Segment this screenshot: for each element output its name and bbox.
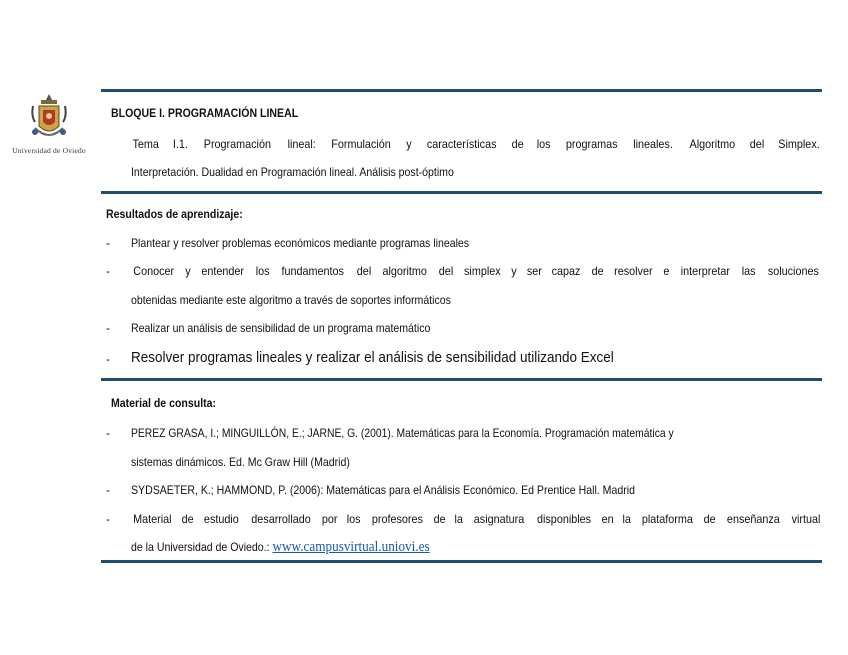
bullet-dash: - (106, 426, 110, 440)
bullet-dash: - (106, 321, 110, 335)
word: y (511, 264, 517, 278)
material-heading: Material de consulta: (111, 396, 217, 410)
divider (101, 191, 822, 194)
word: la (622, 512, 632, 526)
result-item: Resolver programas lineales y realizar el análisis de sensibilidad utilizando Excel (131, 350, 614, 366)
tema-line-1 (131, 137, 822, 151)
word: simplex (464, 264, 501, 278)
word: lineal: (287, 137, 316, 151)
divider (101, 89, 822, 92)
coat-of-arms-icon (27, 92, 71, 144)
word: capaz (552, 264, 581, 278)
result-item (131, 264, 822, 278)
word: enseñanza (726, 512, 780, 526)
word: de (703, 512, 716, 526)
word: de (591, 264, 604, 278)
word: I.1. (172, 137, 188, 151)
word: disponibles (537, 512, 592, 526)
word: del (749, 137, 764, 151)
word: y (405, 137, 412, 151)
bullet-dash: - (106, 483, 110, 497)
word: Tema (132, 137, 159, 151)
result-item-continued: obtenidas mediante este algoritmo a través de soportes informáticos (131, 293, 451, 307)
word: lineales. (633, 137, 674, 151)
bullet-dash: - (106, 264, 110, 278)
word: en (602, 512, 615, 526)
result-item: Realizar un análisis de sensibilidad de un programa matemático (131, 321, 431, 335)
word: de (181, 512, 194, 526)
word: características (426, 137, 497, 151)
word: programas (565, 137, 618, 151)
tema-line-2: Interpretación. Dualidad en Programación lineal. Análisis post-óptimo (131, 165, 454, 179)
material-item-continued (131, 540, 430, 554)
word: del (356, 264, 372, 278)
word: Conocer (133, 264, 175, 278)
bullet-dash: - (106, 236, 110, 250)
word: los (536, 137, 551, 151)
material-item (131, 512, 822, 526)
word: interpretar (681, 264, 731, 278)
divider (101, 560, 822, 563)
word: estudio (203, 512, 239, 526)
block-title: BLOQUE I. PROGRAMACIÓN LINEAL (111, 106, 299, 120)
material-item: PEREZ GRASA, I.; MINGUILLÓN, E.; JARNE, G. (2001). Matemáticas para la Economía. Programación matemática y (131, 426, 674, 440)
material-item-continued: sistemas dinámicos. Ed. Mc Graw Hill (Madrid) (131, 455, 350, 469)
word: la (454, 512, 463, 526)
word: y (184, 264, 191, 278)
word: los (346, 512, 361, 526)
divider (101, 378, 822, 381)
material-item-prefix: de la Universidad de Oviedo.: (131, 540, 273, 554)
word: los (255, 264, 270, 278)
material-item: SYDSAETER, K.; HAMMOND, P. (2006): Matemáticas para el Análisis Económico. Ed Prentice Hall. Madrid (131, 483, 635, 497)
logo-caption: Universidad de Oviedo (12, 146, 86, 155)
word: ser (526, 264, 542, 278)
word: virtual (791, 512, 821, 526)
bullet-dash: - (106, 352, 110, 366)
word: resolver (614, 264, 654, 278)
word: del (438, 264, 454, 278)
results-heading: Resultados de aprendizaje: (106, 207, 243, 221)
word: Formulación (331, 137, 391, 151)
word: de (433, 512, 446, 526)
word: Programación (203, 137, 271, 151)
word: Algoritmo (689, 137, 735, 151)
word: entender (201, 264, 244, 278)
word: Material (133, 512, 172, 526)
result-item: Plantear y resolver problemas económicos mediante programas lineales (131, 236, 470, 250)
word: profesores (371, 512, 423, 526)
word: asignatura (473, 512, 524, 526)
word: plataforma (641, 512, 693, 526)
bullet-dash: - (106, 512, 110, 526)
word: algoritmo (382, 264, 428, 278)
word: las (742, 264, 757, 278)
word: de (512, 137, 525, 151)
word: soluciones (767, 264, 819, 278)
word: e (663, 264, 670, 278)
word: fundamentos (281, 264, 345, 278)
university-logo (4, 92, 94, 155)
campus-virtual-link[interactable]: www.campusvirtual.uniovi.es (272, 539, 430, 555)
word: Simplex. (778, 137, 820, 151)
word: por (322, 512, 338, 526)
word: desarrollado (251, 512, 311, 526)
